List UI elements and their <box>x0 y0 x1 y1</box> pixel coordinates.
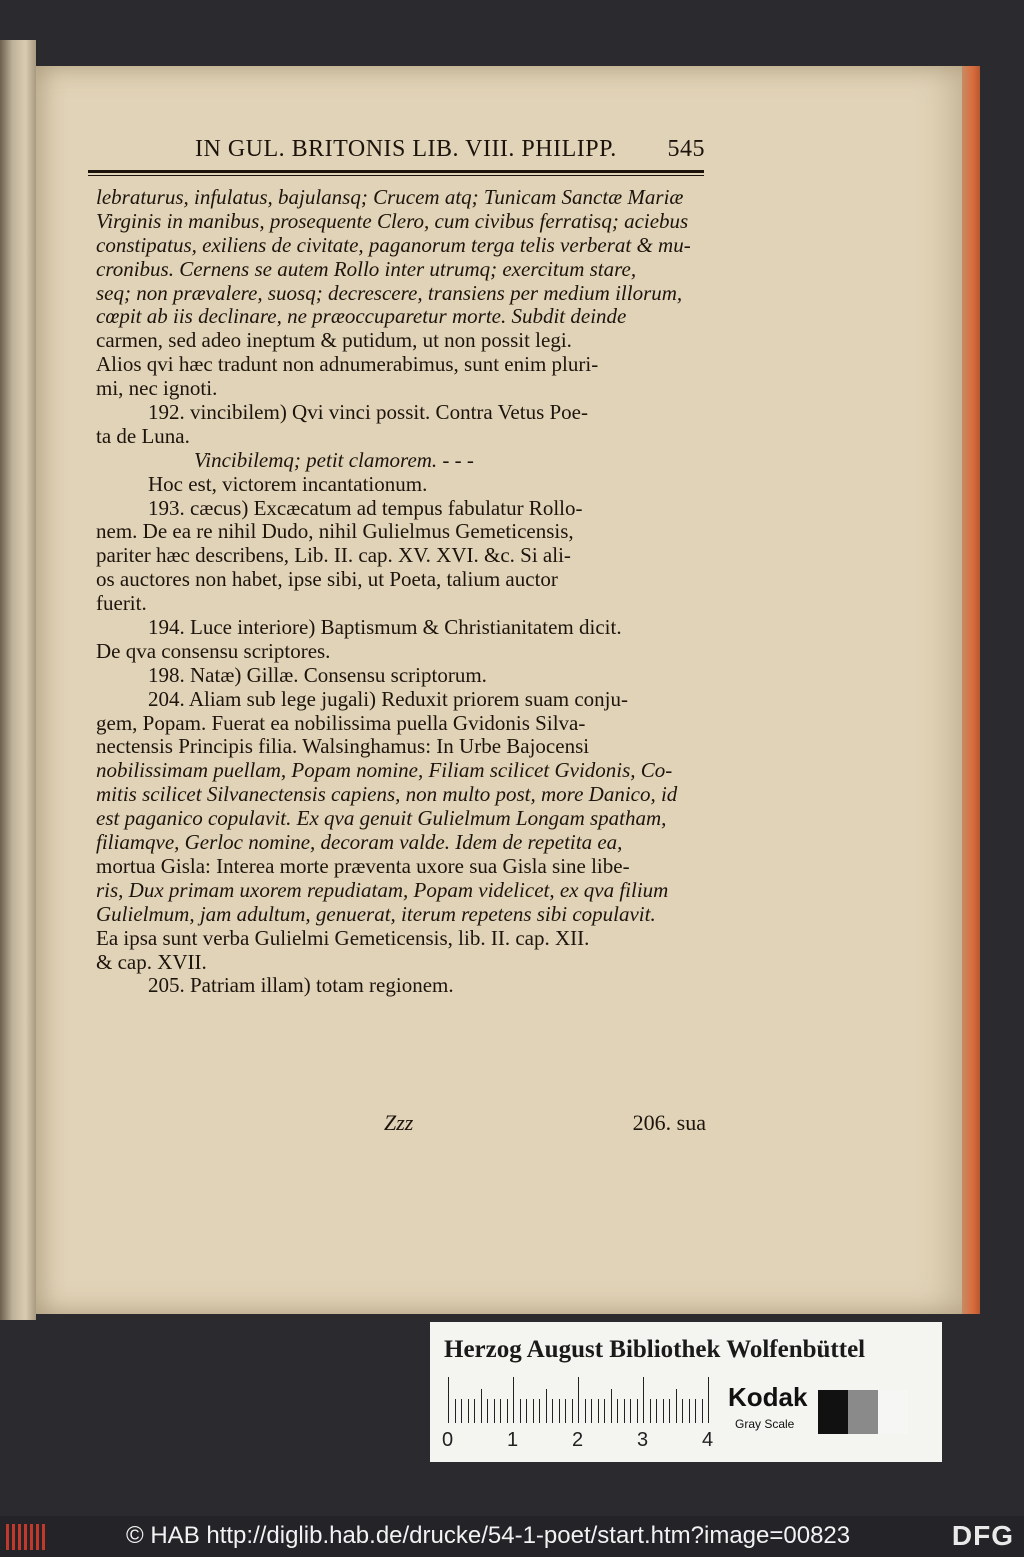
ruler-tick <box>676 1389 677 1423</box>
header-rule <box>88 170 704 173</box>
ruler-tick <box>611 1389 612 1423</box>
text-line: 192. vincibilem) Qvi vinci possit. Contra Vetus Poe- <box>148 400 588 425</box>
text-line: ta de Luna. <box>96 423 190 448</box>
ruler-tick <box>513 1377 514 1423</box>
ruler-tick <box>526 1399 527 1423</box>
ruler-tick <box>533 1399 534 1423</box>
library-name: Herzog August Bibliothek Wolfenbüttel <box>444 1336 866 1363</box>
text-line: mi, nec ignoti. <box>96 376 218 401</box>
text-line: & cap. XVII. <box>96 949 207 974</box>
text-line: mortua Gisla: Interea morte præventa uxore sua Gisla sine libe- <box>96 853 630 878</box>
ruler-tick <box>669 1399 670 1423</box>
text-line: cronibus. Cernens se autem Rollo inter utrumq; exercitum stare, <box>96 256 637 281</box>
text-line: 205. Patriam illam) totam regionem. <box>148 973 454 998</box>
ruler-number: 0 <box>442 1429 454 1451</box>
catchword: 206. sua <box>632 1110 706 1135</box>
bottom-bar <box>0 1516 1024 1557</box>
page-edge <box>962 66 980 1314</box>
ruler-tick <box>591 1399 592 1423</box>
ruler-tick <box>520 1399 521 1423</box>
ruler-tick <box>455 1399 456 1423</box>
text-line: 204. Aliam sub lege jugali) Reduxit priorem suam conju- <box>148 686 628 711</box>
gray-patch-black <box>818 1390 848 1434</box>
ruler-tick <box>598 1399 599 1423</box>
text-line: cœpit ab iis declinare, ne præoccuparetur morte. Subdit deinde <box>96 304 627 329</box>
text-line: 194. Luce interiore) Baptismum & Christianitatem dicit. <box>148 615 622 640</box>
ruler-tick <box>682 1399 683 1423</box>
color-target-card <box>430 1322 942 1462</box>
text-line: est paganico copulavit. Ex qva genuit Gulielmum Longam spatham, <box>96 806 667 831</box>
body-text <box>96 186 706 998</box>
ruler-tick <box>572 1399 573 1423</box>
text-line: mitis scilicet Silvanectensis capiens, non multo post, more Danico, id <box>96 782 678 807</box>
text-line: 193. cæcus) Excæcatum ad tempus fabulatur Rollo- <box>148 495 583 520</box>
text-line: Hoc est, victorem incantationum. <box>148 471 428 496</box>
ruler-tick <box>546 1389 547 1423</box>
ruler-tick <box>487 1399 488 1423</box>
hab-logo-icon <box>6 1524 48 1550</box>
text-line: Gulielmum, jam adultum, genuerat, iterum repetens sibi copulavit. <box>96 901 656 926</box>
ruler-tick <box>585 1399 586 1423</box>
header-rule-thin <box>88 175 704 176</box>
text-line: De qva consensu scriptores. <box>96 638 331 663</box>
running-header <box>195 136 705 170</box>
text-line: ris, Dux primam uxorem repudiatam, Popam videlicet, ex qva filium <box>96 877 669 902</box>
text-line: pariter hæc describens, Lib. II. cap. XV. XVI. &c. Si ali- <box>96 543 571 568</box>
ruler-tick <box>630 1399 631 1423</box>
text-line: seq; non prævalere, suosq; decrescere, transiens per medium illorum, <box>96 280 683 305</box>
gray-patch-mid <box>848 1390 878 1434</box>
text-line: Ea ipsa sunt verba Gulielmi Gemeticensis, lib. II. cap. XII. <box>96 925 590 950</box>
ruler-tick <box>604 1399 605 1423</box>
running-title: IN GUL. BRITONIS LIB. VIII. PHILIPP. <box>195 136 617 162</box>
ruler-tick <box>507 1399 508 1423</box>
text-line: 198. Natæ) Gillæ. Consensu scriptorum. <box>148 662 487 687</box>
text-line: filiamqve, Gerloc nomine, decoram valde. Idem de repetita ea, <box>96 830 623 855</box>
ruler-tick <box>637 1399 638 1423</box>
ruler-number: 4 <box>702 1429 714 1451</box>
ruler-tick <box>643 1377 644 1423</box>
page-footer <box>96 1110 706 1138</box>
ruler-tick <box>539 1399 540 1423</box>
ruler-tick <box>500 1399 501 1423</box>
text-line: fuerit. <box>96 591 147 616</box>
ruler-tick <box>494 1399 495 1423</box>
ruler-tick <box>650 1399 651 1423</box>
text-line: gem, Popam. Fuerat ea nobilissima puella Gvidonis Silva- <box>96 710 586 735</box>
text-line: lebraturus, infulatus, bajulansq; Crucem atq; Tunicam Sanctæ Mariæ <box>96 185 684 209</box>
adjacent-page-edge <box>0 40 36 1320</box>
ruler-tick <box>461 1399 462 1423</box>
ruler-tick <box>656 1399 657 1423</box>
ruler-tick <box>663 1399 664 1423</box>
ruler-number: 3 <box>637 1429 649 1451</box>
text-line: Vincibilemq; petit clamorem. - - - <box>194 447 474 472</box>
text-line: carmen, sed adeo ineptum & putidum, ut non possit legi. <box>96 328 572 353</box>
ruler-tick <box>578 1377 579 1423</box>
text-line: nem. De ea re nihil Dudo, nihil Gulielmus Gemeticensis, <box>96 519 574 544</box>
text-line: Virginis in manibus, prosequente Clero, cum civibus ferratisq; aciebus <box>96 208 689 233</box>
kodak-logo: Kodak <box>728 1382 808 1412</box>
ruler-tick <box>481 1389 482 1423</box>
page-number: 545 <box>667 136 705 162</box>
text-line: nobilissimam puellam, Popam nomine, Filiam scilicet Gvidonis, Co- <box>96 758 673 783</box>
text-line: Alios qvi hæc tradunt non adnumerabimus, sunt enim pluri- <box>96 352 599 377</box>
ruler-tick <box>565 1399 566 1423</box>
ruler-tick <box>689 1399 690 1423</box>
ruler-tick <box>448 1377 449 1423</box>
ruler-tick <box>708 1377 709 1423</box>
ruler-tick <box>468 1399 469 1423</box>
ruler-number: 2 <box>572 1429 584 1451</box>
ruler-tick <box>695 1399 696 1423</box>
ruler-tick <box>617 1399 618 1423</box>
source-url[interactable]: © HAB http://diglib.hab.de/drucke/54-1-poet/start.htm?image=00823 <box>126 1522 851 1549</box>
ruler-tick <box>552 1399 553 1423</box>
text-line: os auctores non habet, ipse sibi, ut Poeta, talium auctor <box>96 567 558 592</box>
scale-ruler <box>440 1377 718 1451</box>
gray-scale-label: Gray Scale <box>735 1417 795 1431</box>
ruler-number: 1 <box>507 1429 519 1451</box>
text-line: constipatus, exiliens de civitate, paganorum terga telis verberat & mu- <box>96 232 691 257</box>
ruler-tick <box>702 1399 703 1423</box>
ruler-tick <box>559 1399 560 1423</box>
gray-patch-white <box>878 1390 908 1434</box>
text-line: nectensis Principis filia. Walsinghamus: In Urbe Bajocensi <box>96 734 590 759</box>
ruler-tick <box>624 1399 625 1423</box>
ruler-tick <box>474 1399 475 1423</box>
dfg-logo: DFG <box>951 1520 1014 1551</box>
signature-mark: Zzz <box>384 1110 414 1135</box>
